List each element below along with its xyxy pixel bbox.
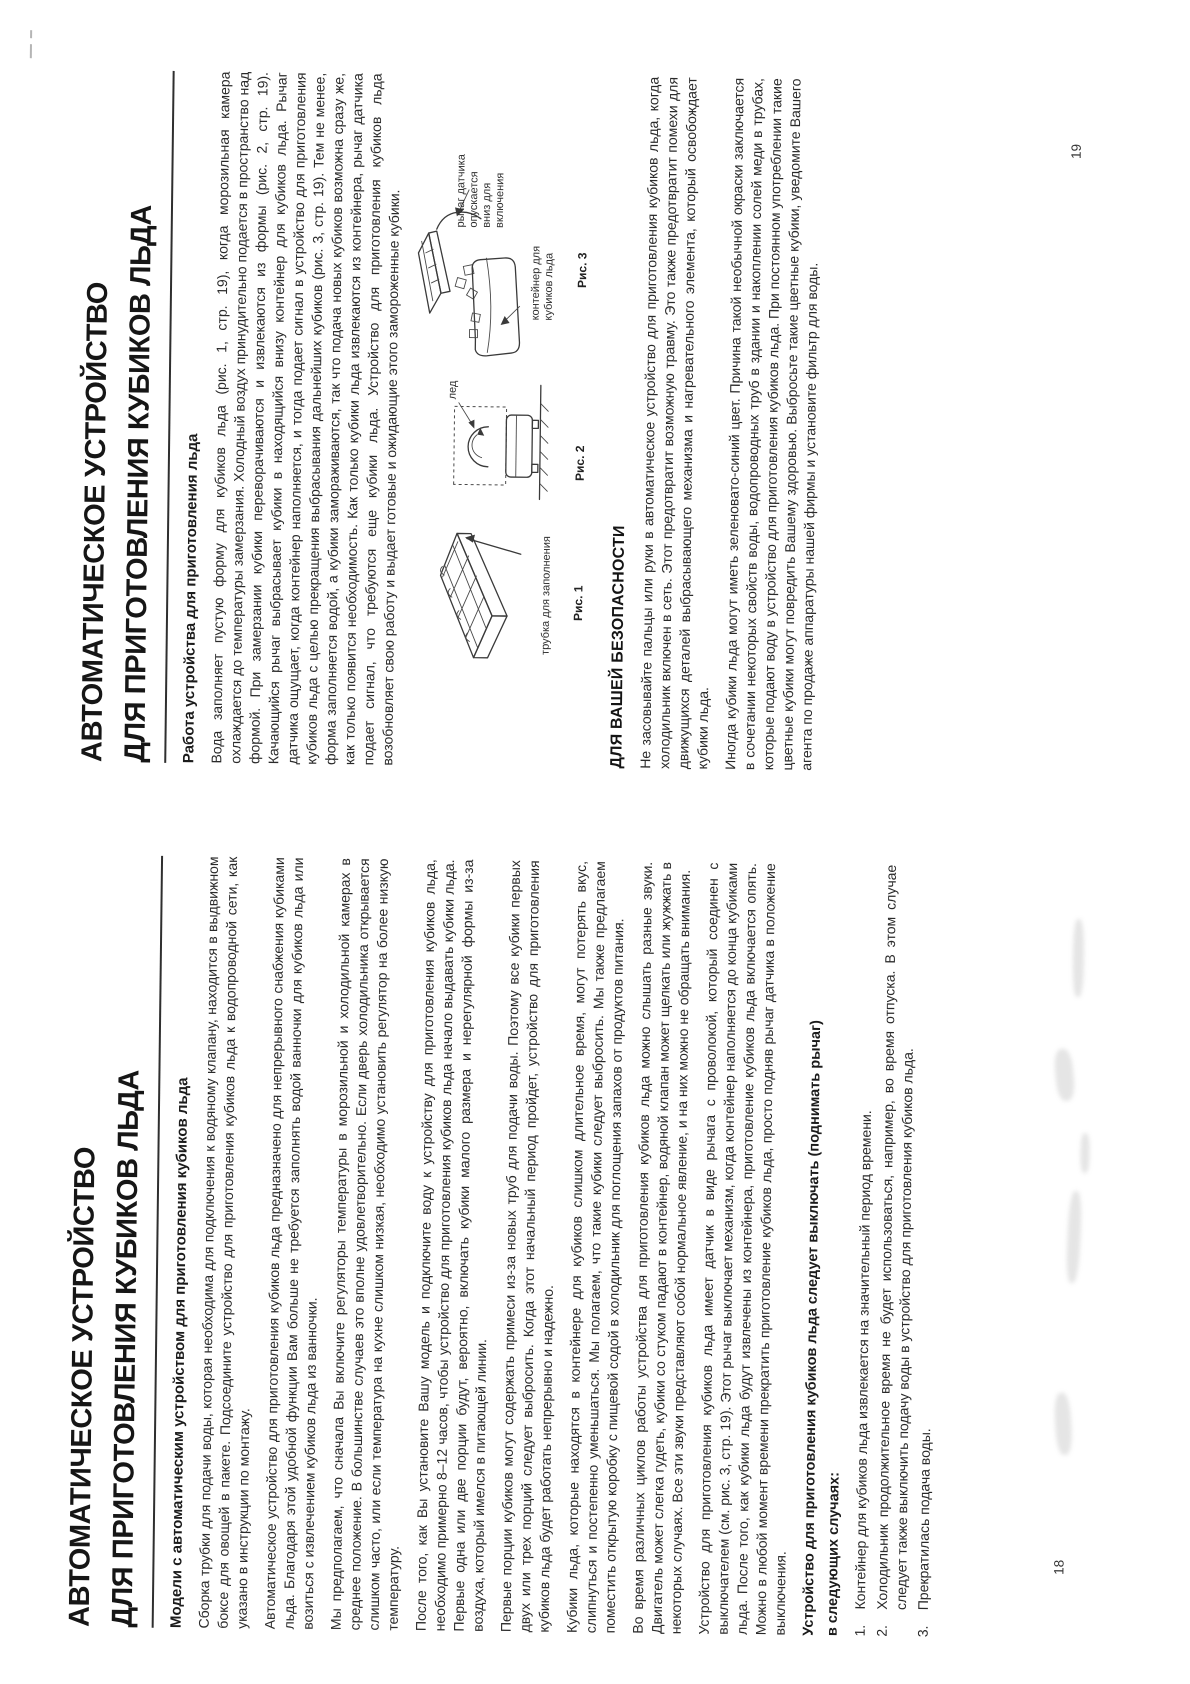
list-item-number: 2. [873, 1624, 890, 1637]
list-item-number: 1. [851, 1624, 868, 1637]
switch-off-heading-line2: в следующих случаях: [824, 1471, 843, 1637]
page18-title-line2: ДЛЯ ПРИГОТОВЛЕНИЯ КУБИКОВ ЛЬДА [106, 1069, 146, 1628]
title-underline [152, 856, 163, 1628]
figure2-mold-drawing [449, 376, 563, 507]
paragraph: Во время различных циклов работы устройства для приготовления кубиков льда можно слышать разные звуки. Двигатель может слегка гудеть, кубики со стуком падают в контейнер, водяной клапан может щелкать или жужжать в некоторых случаях. Все эти звуки представляют собой нормальное явление, и на них можно не обращать внимания. [629, 861, 693, 1635]
list-item [873, 865, 920, 1637]
paragraph: Не засовывайте пальцы или руки в автоматическое устройство для приготовления кубиков льда, когда холодильник включен в сеть. Этот предотвратит возможную травму. Это также предотвратит помехи для движущихся деталей выбрасывающего механизма и нагревательного элемента, который освобождает кубики льда. [637, 76, 712, 770]
scan-dash-mark [30, 44, 32, 58]
figure1-ice-tray-drawing [421, 521, 537, 672]
scan-smudge [1072, 919, 1084, 997]
paragraph: Автоматическое устройство для приготовления кубиков льда предназначено для непрерывного снабжения кубиками льда. Благодаря этой удобной функции Вам больше не требуется заполнять водой ванночки для кубиков льда или возиться с извлечением кубиков льда из ванночки. [261, 857, 320, 1630]
page18-subheading: Модели с автоматическим устройством для приготовления кубиков льда [167, 1077, 192, 1629]
list-item-number: 3. [914, 1625, 931, 1638]
page-19 [16, 0, 1190, 853]
scan-dash-mark [30, 30, 32, 38]
paragraph: Вода заполняет пустую форму для кубиков льда (рис. 1, стр. 19), когда морозильная камера охлаждается до температуры замерзания. Холодный воздух принудительно подается в пространство над формой. При замерзании кубики переворачиваются и извлекаются из формы (рис. 2, стр. 19). Качающийся рычаг выбрасывает кубики в находящийся внизу контейнер для кубиков льда. Рычаг датчика ощущает, когда контейнер наполняется, и тогда подает сигнал в устройство для приготовления кубиков льда с целью прекращения выбрасывания дальнейших кубиков (рис. 3, стр. 19). Тем не менее, форма заполняется водой, а кубики замораживаются, так что подача новых кубиков возможна сразу же, как только появится необходимость. Как только кубики льда извлекаются из контейнера, рычаг датчика подает сигнал, что требуются еще кубики льда. Устройство для приготовления кубиков льда возобновляет свою работу и выдает готовые и ожидающие этого замороженные кубики. [208, 71, 403, 766]
figure3-container-label: контейнер для кубиков льда [529, 245, 556, 321]
paragraph: Сборка трубки для подачи воды, которая необходима для подключения к водяному клапану, находится в выдвижном боксе для овощей в пакете. Подсоедините устройство для приготовления кубиков льда к водопроводной сети, как указано в инструкции по монтажу. [195, 856, 253, 1629]
page19-subheading: Работа устройства для приготовления льда [180, 433, 202, 764]
page19-title-line1: АВТОМАТИЧЕСКОЕ УСТРОЙСТВО [76, 281, 115, 763]
page19-title-line2: ДЛЯ ПРИГОТОВЛЕНИЯ КУБИКОВ ЛЬДА [119, 204, 159, 763]
list-item-text: Холодильник продолжительное время не будет использоваться, например, во время отпуска. В этом случае следует также выключить подачу воды в устройство для приготовления кубиков льда. [873, 864, 916, 1611]
paragraph: После того, как Вы установите Вашу модель и подключите воду к устройству для приготовления кубиков льда, необходимо примерно 8–12 часов, чтобы устройство для приготовления кубиков льда начало выдавать кубики льда. Первые одна или две порции будут, вероятно, включать кубики малого размера и нерегулярной формы из-за воздуха, который имелся в питающей линии. [412, 859, 490, 1632]
figure3-lever-label: рычаг датчика опускается вниз для включения [454, 154, 507, 228]
paragraph: Первые порции кубиков могут содержать примеси из-за новых труб для подачи воды. Поэтому все кубики первых двух или трех порций следует выбросить. Когда этот начальный период пройдет, устройство для приготовления кубиков льда будет работать непрерывно и надежно. [497, 860, 556, 1633]
page-18 [6, 838, 1190, 1684]
list-item-text: Контейнер для кубиков льда извлекается на значительный период времени. [851, 1110, 875, 1610]
figure1-caption: Рис. 1 [570, 585, 586, 621]
paragraph: Иногда кубики льда могут иметь зеленовато-синий цвет. Причина такой необычной окраски заключается в сочетании некоторых свойств воды, водопроводных труб в здании и накоплении солей меди в трубах, которые подают воду в устройство для приготовления кубиков льда. При постоянном употреблении такие цветные кубики могут повредить Вашему здоровью. Выбросьте такие цветные кубики, уведомите Вашего агента по продаже аппаратуры нашей фирмы и установите фильтр для воды. [722, 77, 821, 771]
list-item-text: Прекратилась подача воды. [914, 1428, 934, 1611]
figure3-caption: Рис. 3 [575, 252, 590, 289]
safety-section-heading: ДЛЯ ВАШЕЙ БЕЗОПАСНОСТИ [608, 525, 629, 769]
figure2-label: лед [446, 380, 459, 400]
title-underline [164, 71, 174, 763]
figure2-caption: Рис. 2 [572, 445, 588, 482]
paragraph: Мы предполагаем, что сначала Вы включите регуляторы температуры в морозильной и холодильной камерах в среднее положение. В большинстве случаев это вполне удовлетворительно. Если дверь холодильника открывается слишком часто, или если температура на кухне слишком низкая, необходимо установить регулятор на более низкую температуру. [327, 857, 402, 1631]
switch-off-heading-line1: Устройство для приготовления кубиков льда следует выключать (поднимать рычаг) [800, 1020, 825, 1636]
page-number-19: 19 [1068, 143, 1084, 160]
figure1-label: трубка для заполнения [539, 536, 554, 656]
paragraph: Устройство для приготовления кубиков льда имеет датчик в виде рычага с проволокой, который соединен с выключателем (см. рис. 3, стр. 19). Этот рычаг выключает механизм, когда контейнер наполняется до конца кубиками льда. После того, как кубики льда будут извлечены из контейнера, приготовление кубиков льда включается опять. Можно в любой момент времени прекратить приготовление кубиков льда, просто подняв рычаг датчика в положение выключения. [695, 862, 789, 1636]
two-page-spread [6, 0, 1190, 1684]
paragraph: Кубики льда, которые находятся в контейнере для кубиков слишком длительное время, могут потерять вкус, слипнуться и постепенно уменьшаться. Мы полагаем, что такие кубики следует выбросить. Мы также предлагаем поместить открытую коробку с пищевой содой в холодильник для поглощения запахов от продуктов питания. [563, 860, 627, 1634]
page18-title-line1: АВТОМАТИЧЕСКОЕ УСТРОЙСТВО [63, 1146, 102, 1628]
scan-smudge [1080, 1133, 1089, 1173]
page-number-18: 18 [1051, 1559, 1067, 1575]
ice-maker-figures [407, 151, 601, 673]
